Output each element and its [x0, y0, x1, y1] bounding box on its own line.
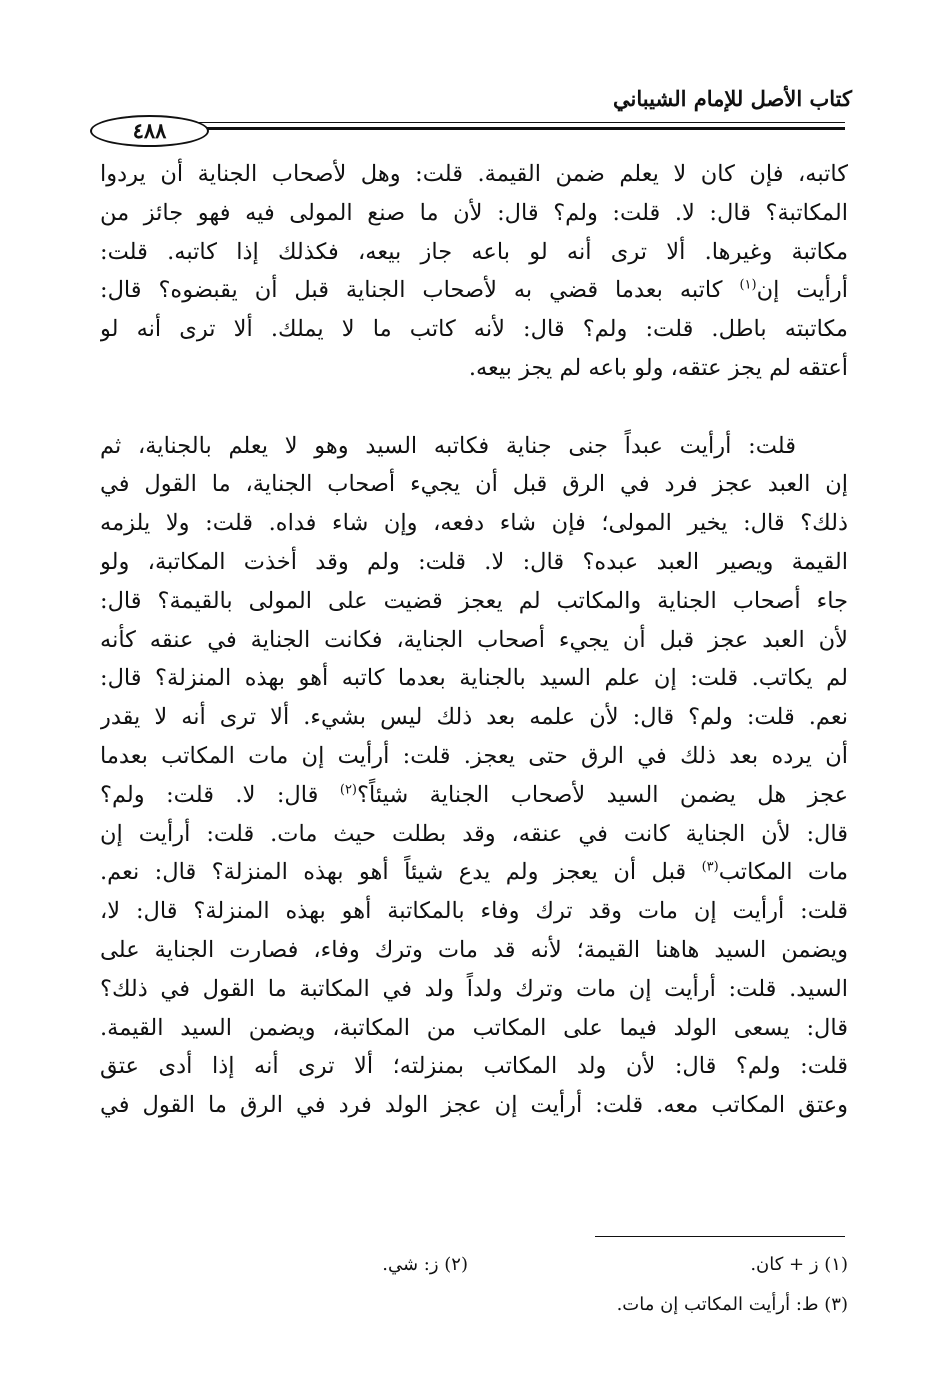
footnote-1: (١) ز + كان. — [750, 1254, 848, 1275]
text-line: المكاتبة؟ قال: لا. قلت: ولم؟ قال: لأن ما صنع المولى فيه فهو جائز من — [100, 199, 848, 226]
text-line — [100, 776, 848, 815]
text-line: السيد. قلت: أرأيت إن مات وترك ولداً ولد في المكاتبة ما القول في ذلك؟ — [100, 975, 848, 1002]
text-line: قلت: ولم؟ قال: لأن ولد المكاتب بمنزلته؛ ألا ترى أنه إذا أدى عتق — [100, 1053, 848, 1080]
text-segment: أرأيت إن — [756, 277, 848, 304]
text-line — [100, 853, 848, 892]
text-segment: قبل أن يعجز ولم يدع شيئاً أهو بهذه المنزلة؟ قال: نعم. — [100, 859, 702, 886]
text-segment: قال: لا. قلت: ولم؟ — [100, 781, 340, 808]
header-rule-thick — [100, 127, 845, 130]
text-line: مكاتبة وغيرها. ألا ترى أنه لو باعه جاز بيعه، فكذلك إذا كاتبه. قلت: — [100, 238, 848, 265]
page-number-badge: ٤٨٨ — [90, 115, 209, 147]
text-line: لم يكاتب. قلت: إن علم السيد بالجناية بعدما كاتبه أهو بهذه المنزلة؟ قال: — [100, 665, 848, 692]
text-line: أعتقه لم يجز عتقه، ولو باعه لم يجز بيعه. — [468, 354, 848, 381]
text-line: أن يرده بعد ذلك في الرق حتى يعجز. قلت: أرأيت إن مات المكاتب بعدما — [100, 742, 848, 769]
text-line: مكاتبته باطل. قلت: ولم؟ قال: لأنه كاتب ما لا يملك. ألا ترى أنه لو — [100, 316, 848, 343]
running-header-title: كتاب الأصل للإمام الشيباني — [613, 86, 852, 111]
text-line: قال: لأن الجناية كانت في عنقه، وقد بطلت حيث مات. قلت: أرأيت إن — [100, 820, 848, 847]
header-rule-thin — [100, 122, 845, 123]
paragraph-1 — [100, 155, 848, 388]
footnote-marker: (٣) — [701, 859, 719, 875]
text-line: لأن العبد عجز قبل أن يجيء أصحاب الجناية، فكانت الجناية في عنقه كأنه — [100, 626, 848, 653]
text-segment: عجز هل يضمن السيد لأصحاب الجناية شيئاً؟ — [357, 781, 848, 808]
text-line: القيمة ويصير العبد عبده؟ قال: لا. قلت: ولم وقد أخذت المكاتبة، ولو — [100, 548, 848, 575]
footnote-marker: (٢) — [339, 782, 357, 798]
paragraph-2 — [100, 427, 848, 1125]
text-segment: كاتبه بعدما قضي به لأصحاب الجناية قبل أن يقبضوه؟ قال: — [100, 277, 740, 304]
footnote-3: (٣) ط: أرأيت المكاتب إن مات. — [616, 1294, 848, 1315]
text-line: إن العبد عجز فرد في الرق قبل أن يجيء أصحاب الجناية، ما القول في — [100, 471, 848, 498]
text-line: نعم. قلت: ولم؟ قال: لأن علمه بعد ذلك ليس بشيء. ألا ترى أنه لا يقدر — [100, 704, 848, 731]
text-line: جاء أصحاب الجناية والمكاتب لم يعجز قضيت على المولى بالقيمة؟ قال: — [100, 587, 848, 614]
text-line: قال: يسعى الولد فيما على المكاتب من المكاتبة، ويضمن السيد القيمة. — [100, 1014, 848, 1041]
main-text — [100, 155, 848, 1125]
footnote-2: (٢) ز: شي. — [382, 1254, 468, 1275]
text-line: قلت: أرأيت إن مات وقد ترك وفاء بالمكاتبة أهو بهذه المنزلة؟ قال: لا، — [100, 898, 848, 925]
text-line: ذلك؟ قال: يخير المولى؛ فإن شاء دفعه، وإن شاء فداه. قلت: ولا يلزمه — [100, 510, 848, 537]
paragraph-gap — [100, 388, 848, 427]
text-line: وعتق المكاتب معه. قلت: أرأيت إن عجز الولد فرد في الرق ما القول في — [100, 1092, 848, 1119]
footnote-marker: (١) — [739, 277, 757, 293]
text-line — [100, 271, 848, 310]
text-line: قلت: أرأيت عبداً جنى جناية فكاتبه السيد وهو لا يعلم بالجناية، ثم — [100, 432, 796, 459]
text-line: كاتبه، فإن كان لا يعلم ضمن القيمة. قلت: وهل لأصحاب الجناية أن يردوا — [100, 161, 848, 187]
text-segment: مات المكاتب — [718, 859, 848, 886]
footnote-rule — [595, 1236, 845, 1237]
text-line: ويضمن السيد هاهنا القيمة؛ لأنه قد مات وترك وفاء، فصارت الجناية على — [100, 936, 848, 963]
